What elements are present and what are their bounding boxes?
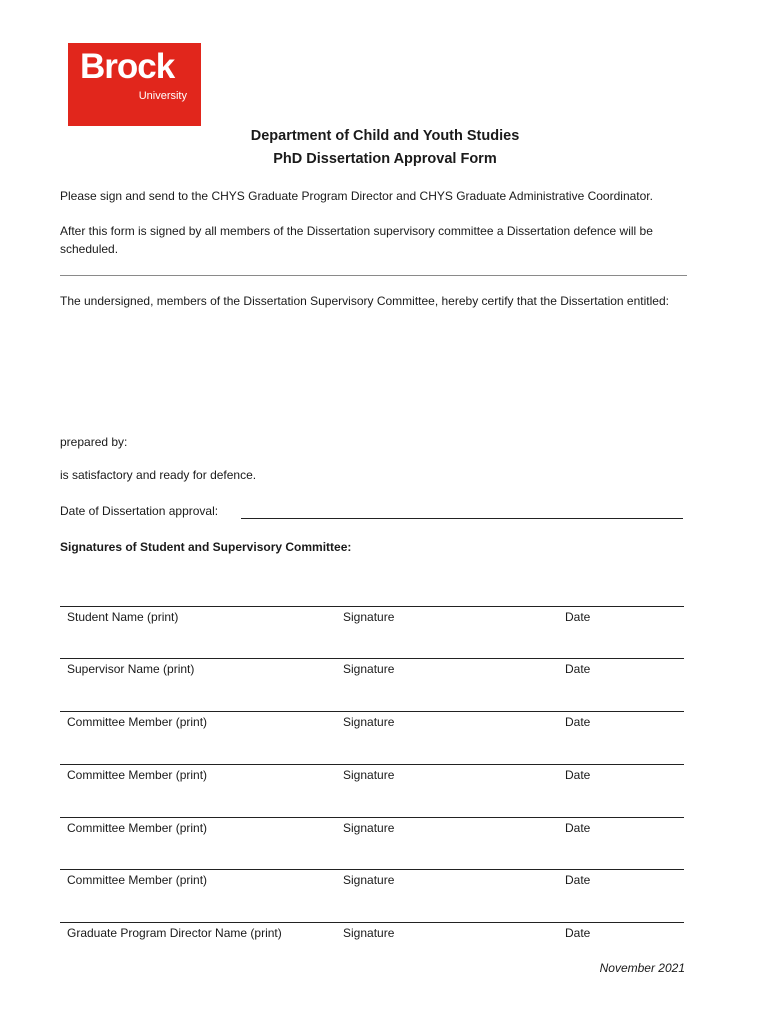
department-title: Department of Child and Youth Studies <box>250 128 520 144</box>
instruction-line-1: Please sign and send to the CHYS Graduate Program Director and CHYS Graduate Administrative Coordinator. <box>60 189 653 203</box>
signature-row <box>60 606 684 631</box>
date-label: Date <box>565 926 591 940</box>
date-label: Date <box>565 873 591 887</box>
name-label: Committee Member (print) <box>67 715 208 729</box>
logo-subtitle: University <box>138 90 187 102</box>
date-label: Date <box>565 662 591 676</box>
brock-university-logo <box>68 43 201 126</box>
date-label: Date <box>565 610 591 624</box>
logo-wordmark: Brock <box>80 47 175 86</box>
signature-row <box>60 764 684 789</box>
approval-date-field[interactable] <box>241 518 683 519</box>
signature-row <box>60 658 684 683</box>
revision-date: November 2021 <box>599 961 685 975</box>
name-label: Supervisor Name (print) <box>67 662 195 676</box>
signature-label: Signature <box>343 873 395 887</box>
signature-label: Signature <box>343 610 395 624</box>
prepared-by-label: prepared by: <box>60 435 128 449</box>
name-label: Student Name (print) <box>67 610 179 624</box>
signature-label: Signature <box>343 926 395 940</box>
form-title: PhD Dissertation Approval Form <box>273 151 497 167</box>
name-label: Committee Member (print) <box>67 768 208 782</box>
signatures-heading: Signatures of Student and Supervisory Committee: <box>60 540 352 554</box>
approval-date-label: Date of Dissertation approval: <box>60 504 219 518</box>
date-label: Date <box>565 715 591 729</box>
instruction-line-2: After this form is signed by all members of the Dissertation supervisory committee a Dissertation defence will be scheduled. <box>60 224 653 256</box>
signature-label: Signature <box>343 662 395 676</box>
section-divider <box>60 275 687 276</box>
name-label: Committee Member (print) <box>67 821 208 835</box>
certification-intro: The undersigned, members of the Dissertation Supervisory Committee, hereby certify that the Dissertation entitled: <box>60 294 669 308</box>
satisfactory-statement: is satisfactory and ready for defence. <box>60 468 257 482</box>
signature-row <box>60 817 684 842</box>
date-label: Date <box>565 821 591 835</box>
date-label: Date <box>565 768 591 782</box>
name-label: Committee Member (print) <box>67 873 208 887</box>
signature-label: Signature <box>343 715 395 729</box>
name-label: Graduate Program Director Name (print) <box>67 926 282 940</box>
signature-label: Signature <box>343 768 395 782</box>
signature-row <box>60 922 684 947</box>
signature-label: Signature <box>343 821 395 835</box>
signature-row <box>60 869 684 894</box>
signature-row <box>60 711 684 736</box>
